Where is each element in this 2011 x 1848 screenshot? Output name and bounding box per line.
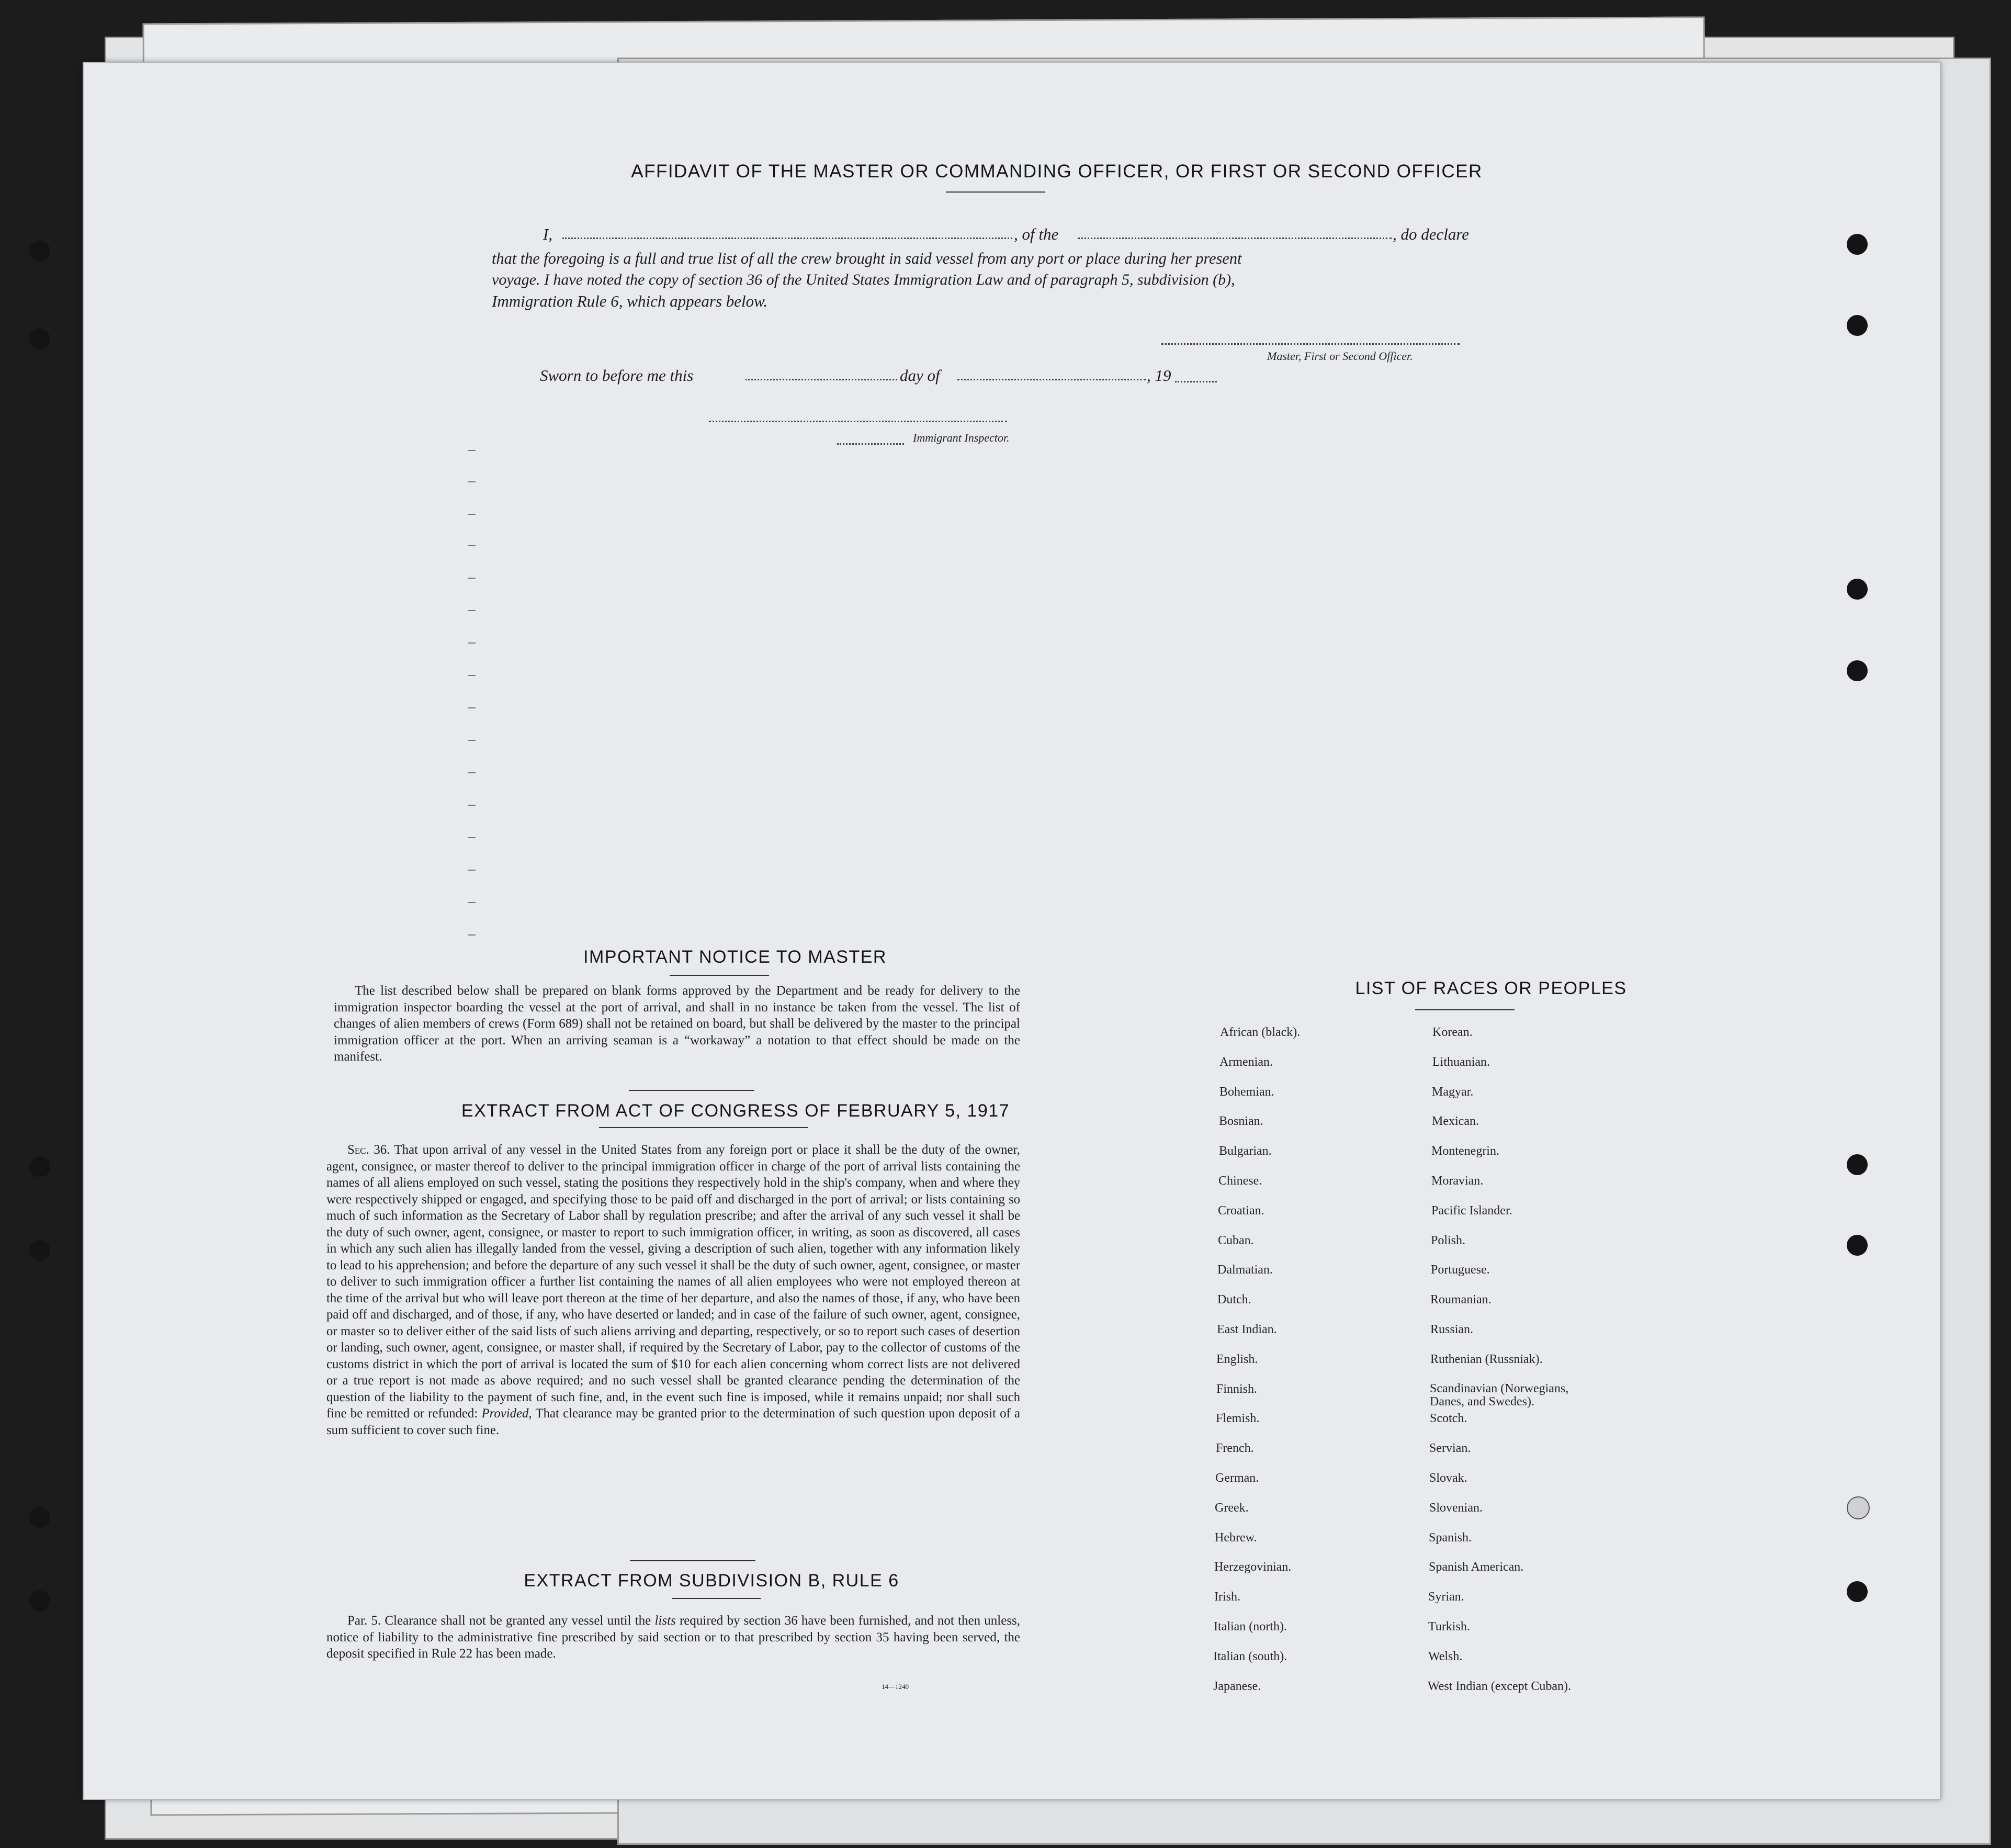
notice-section — [334, 983, 1020, 1065]
affidavit-title: AFFIDAVIT OF THE MASTER OR COMMANDING OFFICER, OR FIRST OR SECOND OFFICER — [631, 161, 1483, 182]
race-item: Montenegrin. — [1431, 1144, 1499, 1158]
margin-tick — [468, 545, 476, 546]
sworn-month-blank[interactable] — [957, 379, 1146, 380]
margin-tick — [468, 610, 476, 611]
race-item: Flemish. — [1216, 1412, 1260, 1425]
race-item: Welsh. — [1428, 1650, 1463, 1663]
sec-36-text-end: That clearance may be granted prior to the determination of such question upon deposit of a sum sufficient to cover such fine. — [326, 1406, 1021, 1437]
race-item: Finnish. — [1216, 1382, 1258, 1396]
binder-hole — [29, 241, 50, 262]
binder-hole — [29, 1156, 50, 1177]
inspector-lead-dots — [837, 443, 904, 445]
par-5-label: Par. 5. — [347, 1614, 381, 1628]
sec-36-label: Sec. 36. — [347, 1143, 390, 1157]
affidavit-of-the: , of the — [1014, 225, 1059, 243]
race-item: French. — [1216, 1441, 1254, 1455]
race-item: Ruthenian (Russniak). — [1430, 1353, 1543, 1366]
day-of-text: day of — [900, 366, 940, 385]
race-item: East Indian. — [1217, 1323, 1277, 1336]
provided-label: Provided, — [481, 1406, 532, 1421]
binder-hole — [29, 1507, 50, 1528]
race-item: German. — [1215, 1471, 1259, 1485]
master-signature-blank[interactable] — [1161, 343, 1460, 345]
race-item: Servian. — [1429, 1441, 1471, 1455]
lists-word: lists — [654, 1614, 676, 1628]
margin-tick — [468, 578, 476, 579]
margin-tick — [468, 902, 476, 903]
affidavit-line-4: Immigration Rule 6, which appears below. — [492, 292, 768, 310]
divider — [1415, 1009, 1515, 1010]
inspector-label: Immigrant Inspector. — [913, 431, 1010, 444]
extract-act-section — [326, 1142, 1020, 1438]
race-item: Croatian. — [1218, 1204, 1264, 1218]
par-5-text-a: Clearance shall not be granted any vessel until the — [385, 1614, 651, 1628]
race-item: Greek. — [1215, 1501, 1249, 1515]
race-item: Italian (south). — [1213, 1650, 1287, 1663]
race-item: English. — [1216, 1353, 1258, 1366]
sworn-year-blank[interactable] — [1175, 381, 1217, 382]
par-5-paragraph — [326, 1613, 1020, 1662]
margin-tick — [468, 934, 476, 936]
race-item: Japanese. — [1213, 1680, 1261, 1693]
race-item: Dalmatian. — [1217, 1263, 1273, 1277]
race-item: Herzegovinian. — [1214, 1560, 1292, 1574]
master-signature-label: Master, First or Second Officer. — [1267, 350, 1413, 363]
section-36-paragraph — [326, 1142, 1020, 1438]
race-item: Slovenian. — [1429, 1501, 1483, 1515]
race-item: Bohemian. — [1219, 1085, 1274, 1099]
inspector-signature-blank[interactable] — [709, 421, 1007, 422]
margin-tick — [468, 837, 476, 838]
margin-tick — [468, 643, 476, 644]
form-number: 14—1240 — [882, 1683, 909, 1691]
margin-tick — [468, 740, 476, 741]
divider — [672, 1598, 761, 1599]
margin-tick — [468, 870, 476, 871]
divider — [599, 1127, 808, 1128]
sec-36-text: That upon arrival of any vessel in the United States from any foreign port or place it shall be the duty of the owner, agent, consignee, or master thereof to deliver to the principal immigration officer in charge of the port of arrival lists containing the names of all aliens employed on such vessel, stating the positions they respectively hold in the ship's company, when and where they were respectively shipped or engaged, and specifying those to be paid off and discharged in the port of arrival; or lists containing so much of such information as the Secretary of Labor shall by regulation prescribe; and after the arrival of any such vessel it shall be the duty of such owner, agent, consignee, or master to report to such immigration officer, in writing, as soon as discovered, all cases in which any such alien has illegally landed from the vessel, giving a description of such alien, together with any information likely to lead to his apprehension; and before the departure of any such vessel it shall be the duty of such owner, agent, consignee, or master to deliver to such immigration officer a further list containing the names of all alien employees who were not employed thereon at the time of the arrival but who will leave port thereon at the time of her departure, and also the names of those, if any, who have been paid off and discharged, and of those, if any, who have deserted or landed; and in case of the failure of such owner, agent, consignee, or master so to deliver either of the said lists of such aliens arriving and departing, respectively, or so to report such cases of desertion or landing, such owner, agent, consignee, or master shall, if required by the Secretary of Labor, pay to the collector of customs of the customs district in which the port of arrival is located the sum of $10 for each alien concerning whom correct lists are not delivered or a true report is not made as above required; and no such vessel shall be granted clearance pending the determination of the question of the liability to the payment of such fine, and, in the event such fine is imposed, while it remains unpaid; nor shall such fine be remitted or refunded: — [326, 1143, 1021, 1421]
affidavit-i: I, — [543, 225, 553, 243]
race-item: Magyar. — [1432, 1085, 1474, 1099]
margin-tick — [468, 514, 476, 515]
race-item: Bosnian. — [1219, 1114, 1263, 1128]
race-item: Syrian. — [1428, 1590, 1464, 1604]
binder-hole — [1847, 660, 1868, 681]
race-item: Chinese. — [1218, 1174, 1262, 1188]
binder-hole — [1847, 1581, 1868, 1602]
race-item: Armenian. — [1219, 1055, 1273, 1069]
margin-tick — [468, 481, 476, 482]
margin-tick — [468, 772, 476, 773]
binder-hole — [1847, 1235, 1868, 1256]
race-item: Korean. — [1432, 1026, 1473, 1039]
extract-act-title: EXTRACT FROM ACT OF CONGRESS OF FEBRUARY 5, 1917 — [461, 1101, 1010, 1121]
divider — [629, 1090, 754, 1091]
race-item: Irish. — [1214, 1590, 1240, 1604]
binder-hole — [1847, 234, 1868, 255]
race-item: Pacific Islander. — [1431, 1204, 1512, 1218]
sworn-day-blank[interactable] — [745, 379, 897, 380]
margin-tick — [468, 805, 476, 806]
race-item: Turkish. — [1428, 1620, 1470, 1633]
vessel-blank[interactable] — [1078, 238, 1392, 239]
name-blank[interactable] — [562, 238, 1012, 239]
binder-hole — [1847, 315, 1868, 336]
race-item: Russian. — [1430, 1323, 1474, 1336]
extract-rule-title: EXTRACT FROM SUBDIVISION B, RULE 6 — [524, 1571, 899, 1591]
races-title: LIST OF RACES OR PEOPLES — [1355, 978, 1627, 998]
sworn-before-text: Sworn to before me this — [540, 366, 694, 385]
binder-hole — [1847, 1154, 1868, 1175]
margin-tick — [468, 707, 476, 708]
race-item: Moravian. — [1431, 1174, 1484, 1188]
notice-paragraph — [334, 983, 1020, 1065]
race-item: African (black). — [1220, 1026, 1301, 1039]
race-item: Roumanian. — [1430, 1293, 1492, 1306]
binder-hole — [29, 329, 50, 350]
race-item: Lithuanian. — [1432, 1055, 1490, 1069]
race-item: West Indian (except Cuban). — [1428, 1680, 1571, 1693]
race-item: Slovak. — [1429, 1471, 1467, 1485]
race-item: Polish. — [1431, 1234, 1466, 1247]
binder-hole — [1847, 579, 1868, 600]
divider — [670, 975, 769, 976]
form-page — [83, 62, 1941, 1800]
race-item: Scandinavian (Norwegians, Danes, and Swedes). — [1430, 1382, 1569, 1408]
race-item: Spanish American. — [1429, 1560, 1524, 1574]
affidavit-do-declare: , do declare — [1393, 225, 1470, 243]
race-item: Spanish. — [1429, 1531, 1472, 1545]
race-item: Cuban. — [1218, 1234, 1254, 1247]
affidavit-line-2: that the foregoing is a full and true list of all the crew brought in said vessel from any port or place during her present — [492, 250, 1242, 267]
notice-text: The list described below shall be prepared on blank forms approved by the Department and be ready for delivery to the immigration inspector boarding the vessel at the port of arrival, and shall in no instance be taken from the vessel. The list of changes of alien members of crews (Form 689) shall not be retained on board, but shall be delivered by the master to the principal immigration officer at the port. When an arriving seaman is a “workaway” a notation to that effect should be made on the manifest. — [334, 984, 1020, 1064]
margin-tick — [468, 450, 476, 451]
extract-rule-section — [326, 1613, 1020, 1662]
divider — [946, 191, 1045, 193]
year-prefix: , 19 — [1147, 366, 1171, 385]
affidavit-line-3: voyage. I have noted the copy of section 36 of the United States Immigration Law and of paragraph 5, subdivision (b), — [492, 271, 1235, 288]
race-item: Dutch. — [1217, 1293, 1251, 1306]
race-item: Mexican. — [1432, 1114, 1479, 1128]
binder-hole — [29, 1591, 50, 1612]
race-item: Scotch. — [1430, 1412, 1467, 1425]
race-item: Hebrew. — [1215, 1531, 1257, 1545]
divider — [630, 1560, 755, 1561]
race-item: Bulgarian. — [1219, 1144, 1272, 1158]
race-item: Portuguese. — [1431, 1263, 1490, 1277]
binder-hole — [29, 1240, 50, 1261]
race-item: Italian (north). — [1214, 1620, 1287, 1633]
margin-tick — [468, 675, 476, 676]
notice-title: IMPORTANT NOTICE TO MASTER — [583, 947, 887, 967]
binder-hole — [1847, 1496, 1870, 1519]
par-5-text-b: required by section 36 have been furnished, and not then unless, notice of liability to the administrative fine prescribed by said section or to that prescribed by section 35 having been served, the deposit specified in Rule 22 has been made. — [326, 1614, 1021, 1661]
